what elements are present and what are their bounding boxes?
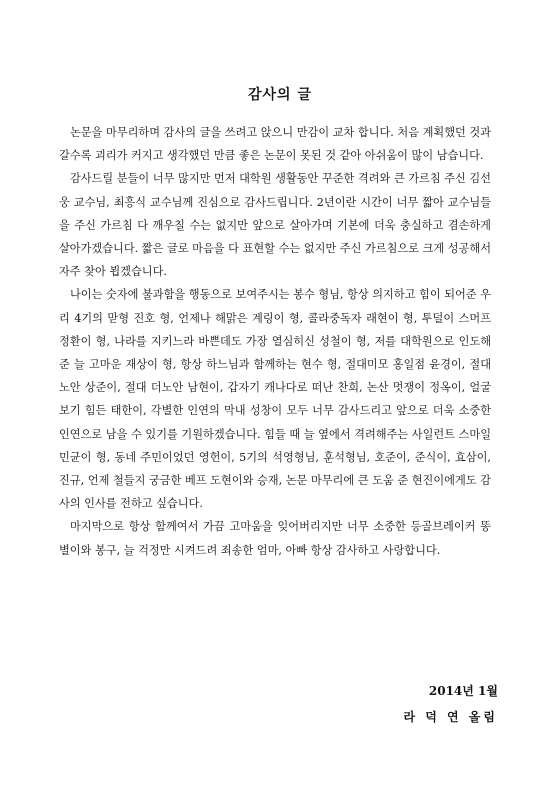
paragraph-family: 마지막으로 항상 함께여서 가끔 고마움을 잊어버리지만 너무 소중한 등골브레이커 똥별이와 봉구, 늘 걱정만 시켜드려 죄송한 엄마, 아빠 항상 감사하고 사랑합니다. (59, 520, 491, 557)
paragraph-intro: 논문을 마무리하며 감사의 글을 쓰려고 앉으니 만감이 교차 합니다. 처음 계획했던 것과 갈수록 괴리가 커지고 생각했던 만큼 좋은 논문이 못된 것 같아 아쉬움이 많이 남습니다. (59, 126, 491, 163)
author-signature: 라 덕 연 올림 (403, 710, 498, 724)
acknowledgment-body (59, 121, 491, 562)
page-title: 감사의 글 (248, 87, 312, 103)
document-date: 2014년 1월 (428, 684, 498, 698)
paragraph-professors: 감사드릴 분들이 너무 많지만 먼저 대학원 생활동안 꾸준한 격려와 큰 가르침 주신 김선웅 교수님, 최흥식 교수님께 진심으로 감사드립니다. 2년이란 시간이 너무 짧아 교수님들을 주신 가르침 다 깨우칠 수는 없지만 앞으로 살아가며 기본에 더욱 충실하고 겸손하게 살아가겠습니다. 짧은 글로 마음을 다 표현할 수는 없지만 주신 가르침으로 크게 성공해서 자주 찾아 뵙겠습니다. (59, 172, 491, 279)
paragraph-colleagues: 나이는 숫자에 불과함을 행동으로 보여주시는 봉수 형님, 항상 의지하고 힘이 되어준 우리 4기의 맏형 진호 형, 언제나 해맑은 계링이 형, 콜라중독자 래현이 형, 투덜이 스머프 정환이 형, 나라를 지키느라 바쁜데도 가장 열심히신 성철이 형, 저를 대학원으로 인도해 준 늘 고마운 재상이 형, 항상 하느님과 함께하는 현수 형, 절대미모 홍일점 윤경이, 절대노안 상준이, 절대 더노안 남현이, 갑자기 캐나다로 떠난 찬희, 논산 멋쟁이 정옥이, 얼굴보기 힘든 태한이, 각별한 인연의 막내 성창이 모두 너무 감사드리고 앞으로 더욱 소중한 인연으로 남을 수 있기를 기원하겠습니다. 힘들 때 늘 옆에서 격려해주는 사일런트 스마일 민균이 형, 동네 주민이었던 영헌이, 5기의 석영형님, 훈석형님, 호준이, 준식이, 효삼이, 진규, 언제 철들지 궁금한 베프 도현이와 승재, 논문 마무리에 큰 도움 준 현진이에게도 감사의 인사를 전하고 싶습니다. (59, 288, 491, 511)
